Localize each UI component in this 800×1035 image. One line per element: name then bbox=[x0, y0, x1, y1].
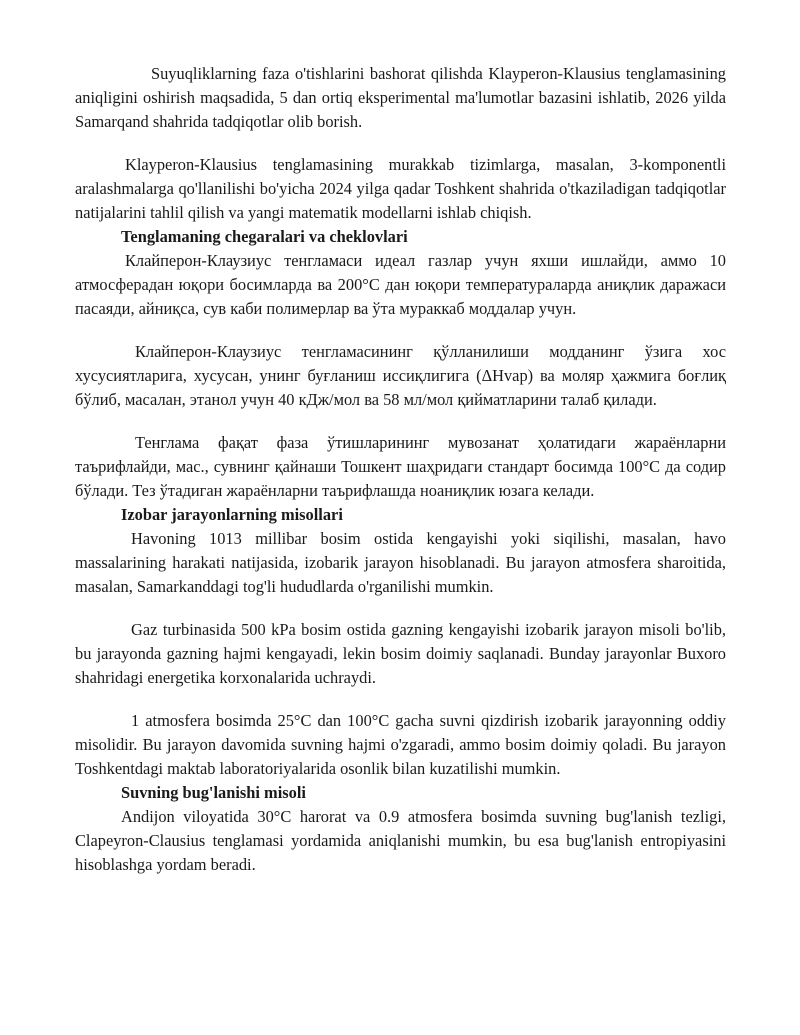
section-heading-limitations: Tenglamaning chegaralari va cheklovlari bbox=[121, 227, 408, 246]
section-heading-water-evaporation: Suvning bug'lanishi misoli bbox=[121, 783, 306, 802]
paragraph-gas-turbine: Gaz turbinasida 500 kPa bosim ostida gazning kengayishi izobarik jarayon misoli bo'lib, bu jarayonda gazning hajmi kengayadi, lekin bosim doimiy saqlanadi. Bunday jarayonlar Buxoro shahridagi energetika korxonalarida uchraydi. bbox=[75, 620, 726, 687]
paragraph-air-expansion: Havoning 1013 millibar bosim ostida kengayishi yoki siqilishi, masalan, havo massalarining harakati natijasida, izobarik jarayon hisoblanadi. Bu jarayon atmosfera sharoitida, masalan, Samarkanddagi tog'li hududlarda o'rganilishi mumkin. bbox=[75, 529, 726, 596]
paragraph-ideal-gas-limits: Клайперон-Клаузиус тенгламаси идеал газлар учун яхши ишлайди, аммо 10 атмосферадан юқори босимларда ва 200°C дан юқори температураларда аниқлик даражаси пасаяди, айниқса, сув каби полимерлар ва ўта мураккаб моддалар учун. bbox=[75, 251, 726, 318]
paragraph-equilibrium-processes: Тенглама фақат фаза ўтишларининг мувозанат ҳолатидаги жараёнларни таърифлайди, мас., сувнинг қайнаши Тошкент шаҳридаги стандарт босимда 100°C да содир бўлади. Тез ўтадиган жараёнларни таърифлашда ноаниқлик юзага келади. bbox=[75, 433, 726, 500]
paragraph-multicomponent-mixtures: Klayperon-Klausius tenglamasining murakkab tizimlarga, masalan, 3-komponentli aralashmalarga qo'llanilishi bo'yicha 2024 yilga qadar Toshkent shahrida o'tkaziladigan tadqiqotlar natijalarini tahlil qilish va yangi matematik modellarni ishlab chiqish. bbox=[75, 155, 726, 222]
section-heading-isobaric-examples: Izobar jarayonlarning misollari bbox=[121, 505, 343, 524]
paragraph-substance-properties: Клайперон-Клаузиус тенгламасининг қўлланилиши модданинг ўзига хос хусусиятларига, хусусан, унинг буғланиш иссиқлигига (ΔHvap) ва моляр ҳажмига боғлиқ бўлиб, масалан, этанол учун 40 кДж/мол ва 58 мл/мол қийматларини талаб қилади. bbox=[75, 342, 726, 409]
paragraph-andijan-evaporation: Andijon viloyatida 30°C harorat va 0.9 atmosfera bosimda suvning bug'lanish tezligi, Clapeyron-Clausius tenglamasi yordamida aniqlanishi mumkin, bu esa bug'lanish entropiyasini hisoblashga yordam beradi. bbox=[75, 807, 726, 874]
paragraph-phase-transition-research: Suyuqliklarning faza o'tishlarini bashorat qilishda Klayperon-Klausius tenglamasining aniqligini oshirish maqsadida, 5 dan ortiq eksperimental ma'lumotlar bazasini ishlatib, 2026 yilda Samarqand shahrida tadqiqotlar olib borish. bbox=[75, 64, 726, 131]
paragraph-water-heating: 1 atmosfera bosimda 25°C dan 100°C gacha suvni qizdirish izobarik jarayonning oddiy misolidir. Bu jarayon davomida suvning hajmi o'zgaradi, ammo bosim doimiy qoladi. Bu jarayon Toshkentdagi maktab laboratoriyalarida osonlik bilan kuzatilishi mumkin. bbox=[75, 711, 726, 778]
